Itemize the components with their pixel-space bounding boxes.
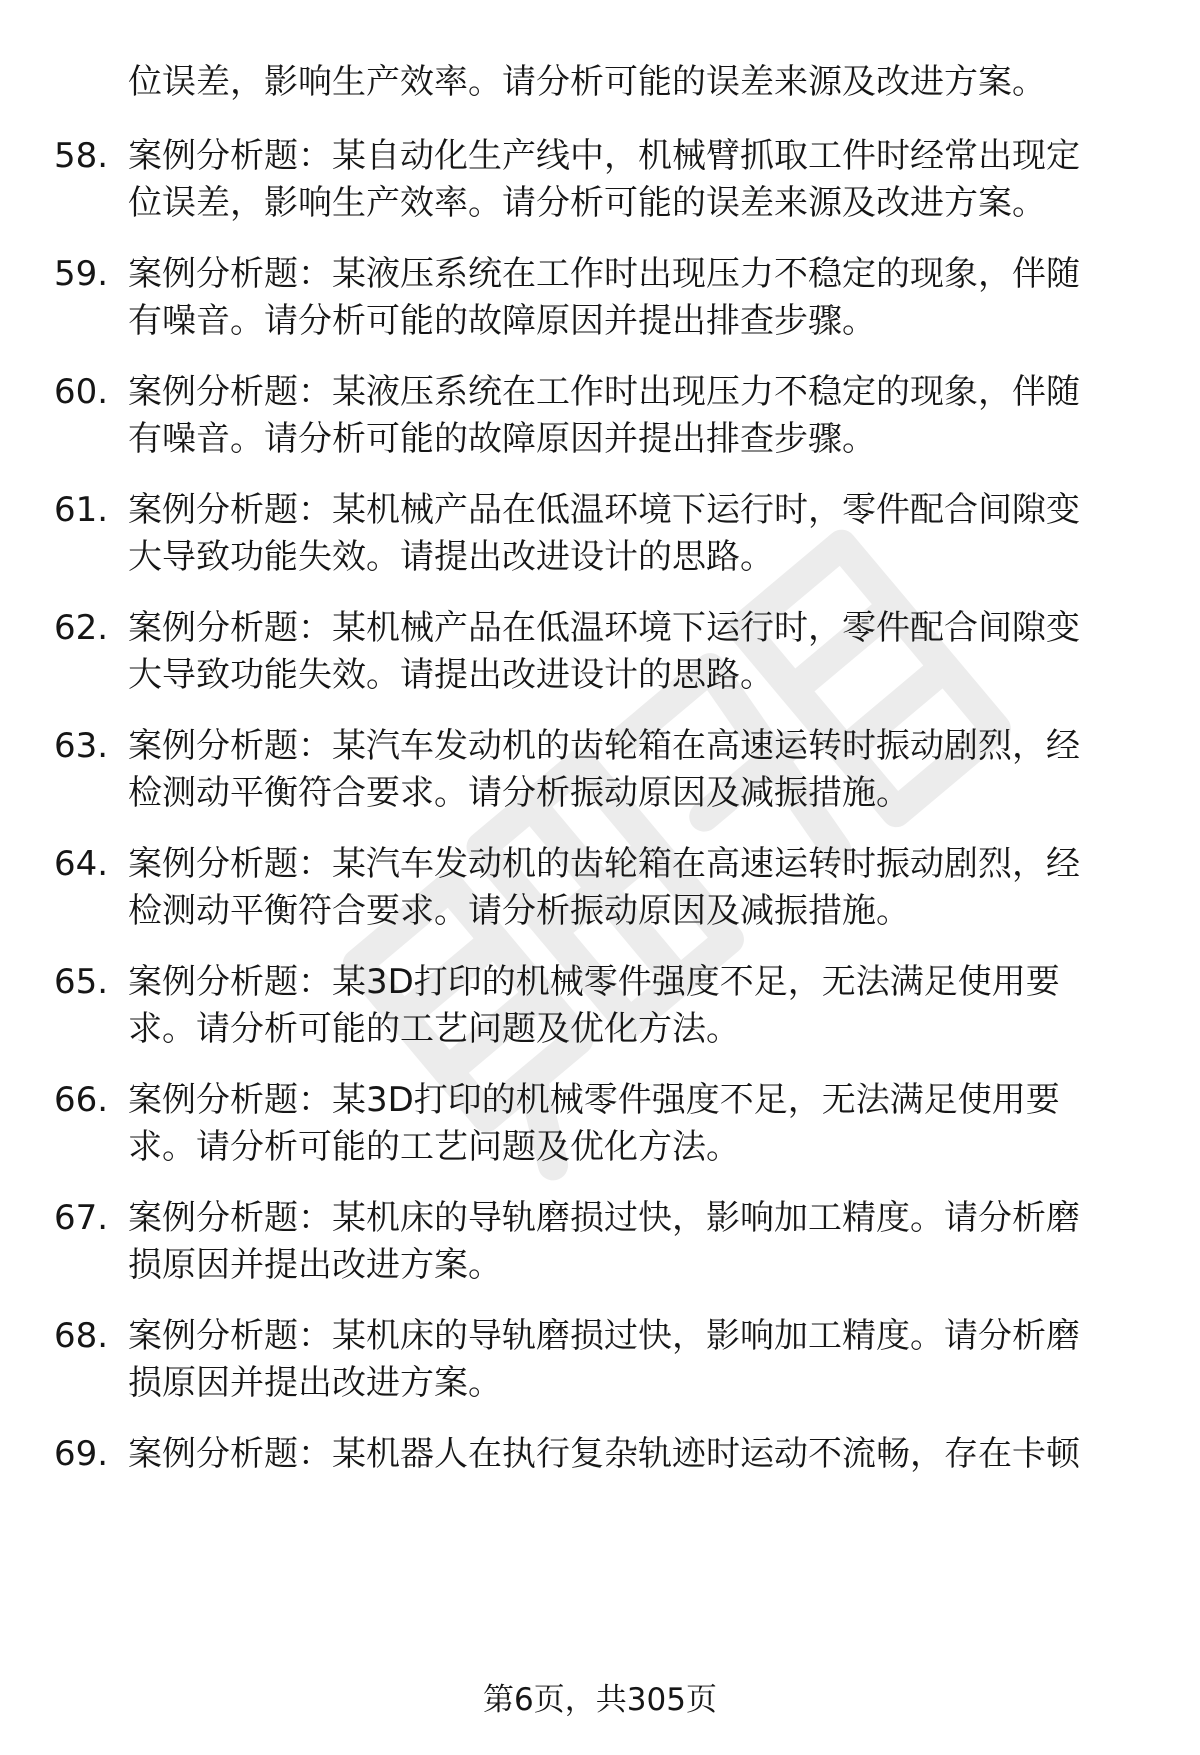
question-text-line-1: 案例分析题：某机械产品在低温环境下运行时，零件配合间隙变 <box>128 490 1080 530</box>
question-text-line-2: 位误差，影响生产效率。请分析可能的误差来源及改进方案。 <box>128 183 1046 223</box>
question-text-line-1: 案例分析题：某机械产品在低温环境下运行时，零件配合间隙变 <box>128 608 1080 648</box>
question-number: 69. <box>54 1434 109 1474</box>
question-item-63 <box>0 722 1200 822</box>
question-number: 61. <box>54 490 109 530</box>
question-text-line-2: 求。请分析可能的工艺问题及优化方法。 <box>128 1127 740 1167</box>
question-text-line-2: 大导致功能失效。请提出改进设计的思路。 <box>128 537 774 577</box>
question-text-line-1: 案例分析题：某自动化生产线中，机械臂抓取工件时经常出现定 <box>128 136 1080 176</box>
question-text-line-2: 检测动平衡符合要求。请分析振动原因及减振措施。 <box>128 891 910 931</box>
question-item-66 <box>0 1076 1200 1176</box>
question-item-61 <box>0 486 1200 586</box>
question-item-67 <box>0 1194 1200 1294</box>
question-item-64 <box>0 840 1200 940</box>
question-item-62 <box>0 604 1200 704</box>
question-text-line-2: 求。请分析可能的工艺问题及优化方法。 <box>128 1009 740 1049</box>
question-text-line-1: 案例分析题：某液压系统在工作时出现压力不稳定的现象，伴随 <box>128 372 1080 412</box>
question-text-line-1: 案例分析题：某机床的导轨磨损过快，影响加工精度。请分析磨 <box>128 1316 1080 1356</box>
question-number: 64. <box>54 844 109 884</box>
question-item-68 <box>0 1312 1200 1412</box>
question-number: 68. <box>54 1316 109 1356</box>
question-text-line-2: 损原因并提出改进方案。 <box>128 1363 502 1403</box>
question-text-line-2: 检测动平衡符合要求。请分析振动原因及减振措施。 <box>128 773 910 813</box>
question-text-line-2: 有噪音。请分析可能的故障原因并提出排查步骤。 <box>128 419 876 459</box>
question-number: 65. <box>54 962 109 1002</box>
question-text-line-1: 案例分析题：某汽车发动机的齿轮箱在高速运转时振动剧烈，经 <box>128 844 1080 884</box>
question-text-line-2: 大导致功能失效。请提出改进设计的思路。 <box>128 655 774 695</box>
question-number: 58. <box>54 136 109 176</box>
question-number: 62. <box>54 608 109 648</box>
question-item-69 <box>0 1430 1200 1530</box>
question-number: 59. <box>54 254 109 294</box>
question-number: 67. <box>54 1198 109 1238</box>
question-text-line-1: 案例分析题：某汽车发动机的齿轮箱在高速运转时振动剧烈，经 <box>128 726 1080 766</box>
question-item-59 <box>0 250 1200 350</box>
question-text-line-1: 案例分析题：某3D打印的机械零件强度不足，无法满足使用要 <box>128 962 1060 1002</box>
question-text-line-2: 损原因并提出改进方案。 <box>128 1245 502 1285</box>
question-item-58 <box>0 132 1200 232</box>
question-text-line-1: 案例分析题：某机器人在执行复杂轨迹时运动不流畅，存在卡顿 <box>128 1434 1080 1474</box>
question-number: 63. <box>54 726 109 766</box>
question-text-line-1: 案例分析题：某3D打印的机械零件强度不足，无法满足使用要 <box>128 1080 1060 1120</box>
question-text-line-2: 有噪音。请分析可能的故障原因并提出排查步骤。 <box>128 301 876 341</box>
question-text-line-1: 案例分析题：某机床的导轨磨损过快，影响加工精度。请分析磨 <box>128 1198 1080 1238</box>
question-text-line-1: 案例分析题：某液压系统在工作时出现压力不稳定的现象，伴随 <box>128 254 1080 294</box>
page-footer-number: 第6页，共305页 <box>483 1682 717 1718</box>
question-number: 60. <box>54 372 109 412</box>
question-item-65 <box>0 958 1200 1058</box>
question-item-60 <box>0 368 1200 468</box>
continued-text-line: 位误差，影响生产效率。请分析可能的误差来源及改进方案。 <box>128 62 1046 102</box>
question-number: 66. <box>54 1080 109 1120</box>
